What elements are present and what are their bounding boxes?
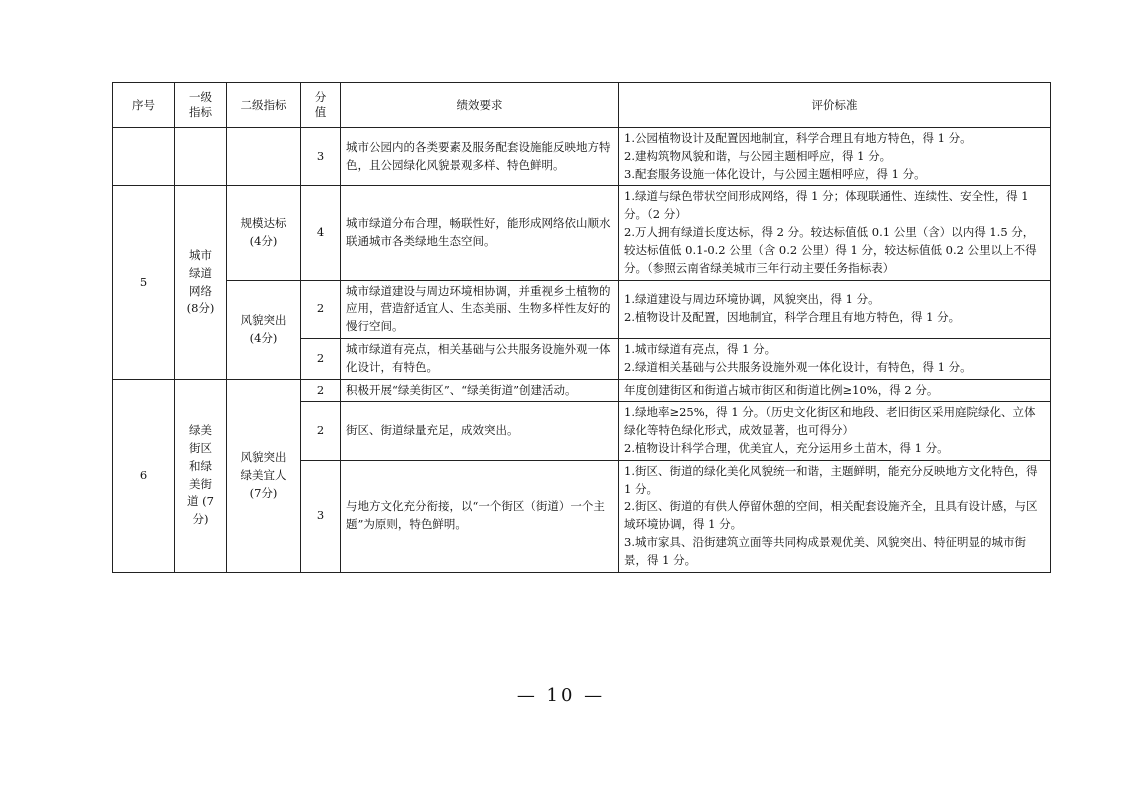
header-seq: 序号 <box>113 83 175 128</box>
level2-cell: 规模达标 (4分) <box>227 186 301 280</box>
score-cell: 3 <box>301 460 341 572</box>
criteria-line: 2.建构筑物风貌和谐，与公园主题相呼应，得 1 分。 <box>624 148 892 163</box>
criteria-cell <box>619 280 1051 338</box>
score-cell: 3 <box>301 128 341 186</box>
level2-cell: 风貌突出 绿美宜人 (7分) <box>227 379 301 572</box>
table-row <box>113 128 1051 186</box>
score-cell: 2 <box>301 280 341 338</box>
criteria-line: 1.绿道与绿色带状空间形成网络，得 1 分；体现联通性、连续性、安全性，得 1 分。（2 分） <box>624 189 1029 222</box>
page-number: — 10 — <box>516 685 606 706</box>
criteria-line: 年度创建街区和街道占城市街区和街道比例≥10%，得 2 分。 <box>624 382 939 397</box>
header-level2: 二级指标 <box>227 83 301 128</box>
criteria-line: 2.万人拥有绿道长度达标，得 2 分。较达标值低 0.1 公里（含）以内得 1.5 分，较达标值低 0.1-0.2 公里（含 0.2 公里）得 1 分，较达标值低 0.2 公里以上不得分。（参照云南省绿美城市三年行动主要任务指标表） <box>624 225 1037 275</box>
score-cell: 4 <box>301 186 341 280</box>
table-row <box>113 379 1051 402</box>
level2-cell: 风貌突出 (4分) <box>227 280 301 379</box>
criteria-cell <box>619 402 1051 460</box>
requirement-cell: 街区、街道绿量充足，成效突出。 <box>341 402 619 460</box>
criteria-line: 1.公园植物设计及配置因地制宜，科学合理且有地方特色，得 1 分。 <box>624 131 972 145</box>
criteria-line: 2.绿道相关基础与公共服务设施外观一体化设计，有特色，得 1 分。 <box>624 359 972 374</box>
score-cell: 2 <box>301 402 341 460</box>
header-criteria: 评价标准 <box>619 83 1051 128</box>
seq-cell: 5 <box>113 186 175 379</box>
criteria-line: 2.街区、街道的有供人停留休憩的空间，相关配套设施齐全，且具有设计感，与区域环境协调，得 1 分。 <box>624 499 1038 532</box>
table-row <box>113 280 1051 338</box>
criteria-line: 1.绿道建设与周边环境协调，风貌突出，得 1 分。 <box>624 292 880 307</box>
level1-cell: 城市 绿道 网络 (8分) <box>175 186 227 379</box>
requirement-cell: 城市公园内的各类要素及服务配套设施能反映地方特色，且公园绿化风貌景观多样、特色鲜明。 <box>341 128 619 186</box>
score-cell: 2 <box>301 338 341 379</box>
seq-cell <box>113 128 175 186</box>
criteria-line: 3.城市家具、沿街建筑立面等共同构成景观优美、风貌突出、特征明显的城市街景，得 1 分。 <box>624 535 1026 567</box>
criteria-cell <box>619 460 1051 572</box>
header-level1: 一级 指标 <box>175 83 227 128</box>
header-score: 分 值 <box>301 83 341 128</box>
criteria-line: 3.配套服务设施一体化设计，与公园主题相呼应，得 1 分。 <box>624 166 926 181</box>
requirement-cell: 城市绿道有亮点，相关基础与公共服务设施外观一体化设计，有特色。 <box>341 338 619 379</box>
criteria-line: 2.植物设计及配置，因地制宜，科学合理且有地方特色，得 1 分。 <box>624 310 961 325</box>
header-requirement: 绩效要求 <box>341 83 619 128</box>
evaluation-table <box>112 82 1051 573</box>
level1-cell: 绿美 街区 和绿 美街 道 (7 分) <box>175 379 227 572</box>
level1-cell <box>175 128 227 186</box>
criteria-cell <box>619 338 1051 379</box>
criteria-line: 1.绿地率≥25%，得 1 分。（历史文化街区和地段、老旧街区采用庭院绿化、立体绿化等特色绿化形式，成效显著，也可得分） <box>624 405 1036 438</box>
table-row <box>113 186 1051 280</box>
criteria-line: 1.城市绿道有亮点，得 1 分。 <box>624 341 777 356</box>
level2-cell <box>227 128 301 186</box>
criteria-cell <box>619 128 1051 186</box>
requirement-cell: 城市绿道分布合理，畅联性好，能形成网络依山顺水联通城市各类绿地生态空间。 <box>341 186 619 280</box>
header-row <box>113 83 1051 128</box>
requirement-cell: 城市绿道建设与周边环境相协调，并重视乡土植物的应用，营造舒适宜人、生态美丽、生物多样性友好的慢行空间。 <box>341 280 619 338</box>
requirement-cell: 与地方文化充分衔接，以“一个街区（街道）一个主题”为原则，特色鲜明。 <box>341 460 619 572</box>
criteria-cell <box>619 379 1051 402</box>
requirement-cell: 积极开展“绿美街区”、“绿美街道”创建活动。 <box>341 379 619 402</box>
criteria-line: 1.街区、街道的绿化美化风貌统一和谐，主题鲜明，能充分反映地方文化特色，得 1 分。 <box>624 463 1038 496</box>
seq-cell: 6 <box>113 379 175 572</box>
criteria-cell <box>619 186 1051 280</box>
criteria-line: 2.植物设计科学合理，优美宜人，充分运用乡土苗木，得 1 分。 <box>624 441 949 455</box>
score-cell: 2 <box>301 379 341 402</box>
